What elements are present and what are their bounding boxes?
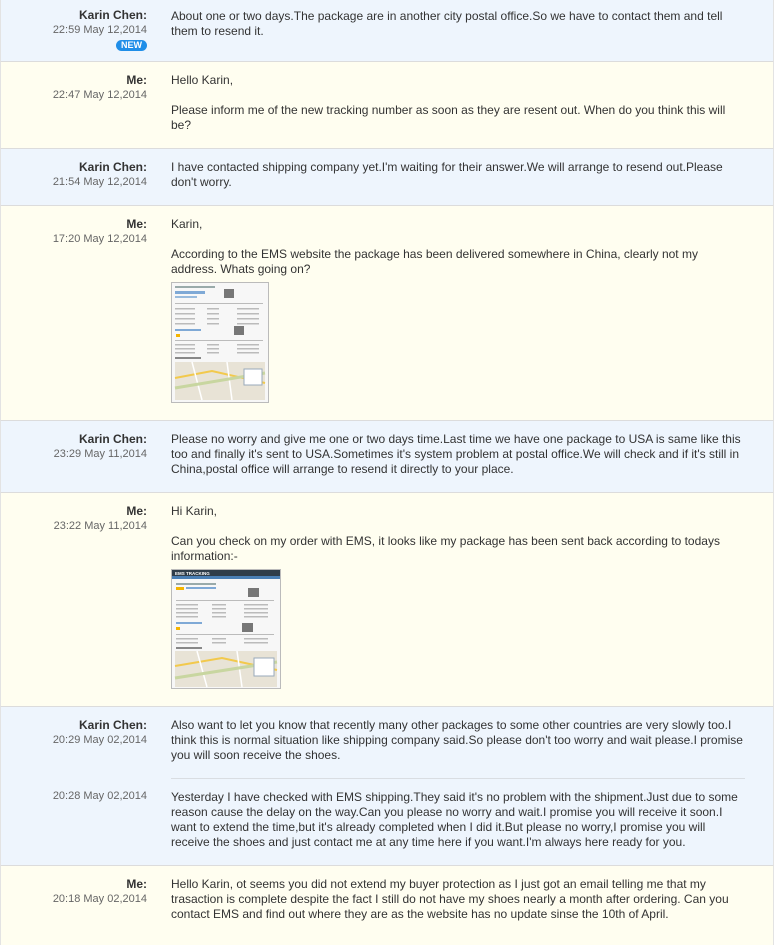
attachment-thumbnail[interactable] [171, 282, 269, 403]
message-text: Please no worry and give me one or two days time.Last time we have one package to USA is same like this too and finally it's sent to USA.Sometimes it's system problem at postal office.We will check and if it's still in China,postal office will arrange to resend it directly to your place. [171, 432, 741, 476]
message-text: I have contacted shipping company yet.I'm waiting for their answer.We will arrange to resend out.Please don't worry. [171, 160, 723, 189]
author-name: Karin Chen: [78, 160, 147, 174]
message-time: 20:28 May 02,2014 [52, 790, 147, 802]
message-text: Hello Karin, ot seems you did not extend my buyer protection as I just got an email telling me that my trasaction is complete despite the fact I still do not have my shoes nearly a month after ordering. Can you contact EMS and find out where they are as the website has no update sinse the 10th of April. [171, 877, 729, 921]
message-card [0, 865, 774, 945]
message-time: 23:22 May 11,2014 [53, 520, 147, 532]
message-time: 17:20 May 12,2014 [52, 233, 147, 245]
author-name: Me: [126, 504, 147, 518]
message-time: 20:18 May 02,2014 [52, 893, 147, 905]
tracking-screenshot-image [172, 283, 268, 402]
author-name: Me: [126, 73, 147, 87]
tracking-screenshot-image [172, 570, 280, 688]
message-time: 20:29 May 02,2014 [52, 734, 147, 746]
author-name: Karin Chen: [78, 432, 147, 446]
message-text: Yesterday I have checked with EMS shipping.They said it's no problem with the shipment.Just due to some reason cause the delay on the way.Can you please no worry and wait.I promise you will receive it soon.I want to extend the time,but it's already completed when I did it.But please no worry,I promise you will receive the shoes and just contact me at any time here if you want.I'm always here ready for you. [171, 790, 738, 849]
new-badge: NEW [116, 40, 147, 51]
message-text: About one or two days.The package are in another city postal office.So we have to contact them and tell them to resend it. [171, 9, 723, 38]
message-text: Hello Karin, Please inform me of the new tracking number as soon as they are resent out. When do you think this will be? [171, 73, 726, 132]
author-name: Karin Chen: [78, 718, 147, 732]
message-card [0, 205, 774, 420]
message-card [0, 492, 774, 706]
author-name: Me: [126, 877, 147, 891]
author-name: Me: [126, 217, 147, 231]
message-text: Karin, According to the EMS website the package has been delivered somewhere in China, clearly not my address. Whats going on? [171, 217, 698, 276]
message-card [0, 706, 774, 865]
message-text: Also want to let you know that recently many other packages to some other countries are very slowly too.I think this is normal situation like shipping company said.So please don't too worry and wait please.I promise you will soon receive the shoes. [171, 718, 743, 762]
author-name: Karin Chen: [78, 8, 147, 22]
attachment-thumbnail[interactable] [171, 569, 281, 689]
message-time: 22:59 May 12,2014 [52, 24, 147, 36]
message-time: 23:29 May 11,2014 [53, 448, 147, 460]
svg-text:EMS TRACKING: EMS TRACKING [175, 571, 210, 576]
message-card [0, 420, 774, 492]
message-text: Hi Karin, Can you check on my order with EMS, it looks like my package has been sent back according to todays information:- [171, 504, 720, 563]
message-card [0, 148, 774, 205]
message-time: 21:54 May 12,2014 [52, 176, 147, 188]
message-card [0, 61, 774, 148]
message-card [0, 0, 774, 61]
message-time: 22:47 May 12,2014 [52, 89, 147, 101]
entry-divider [171, 778, 745, 779]
